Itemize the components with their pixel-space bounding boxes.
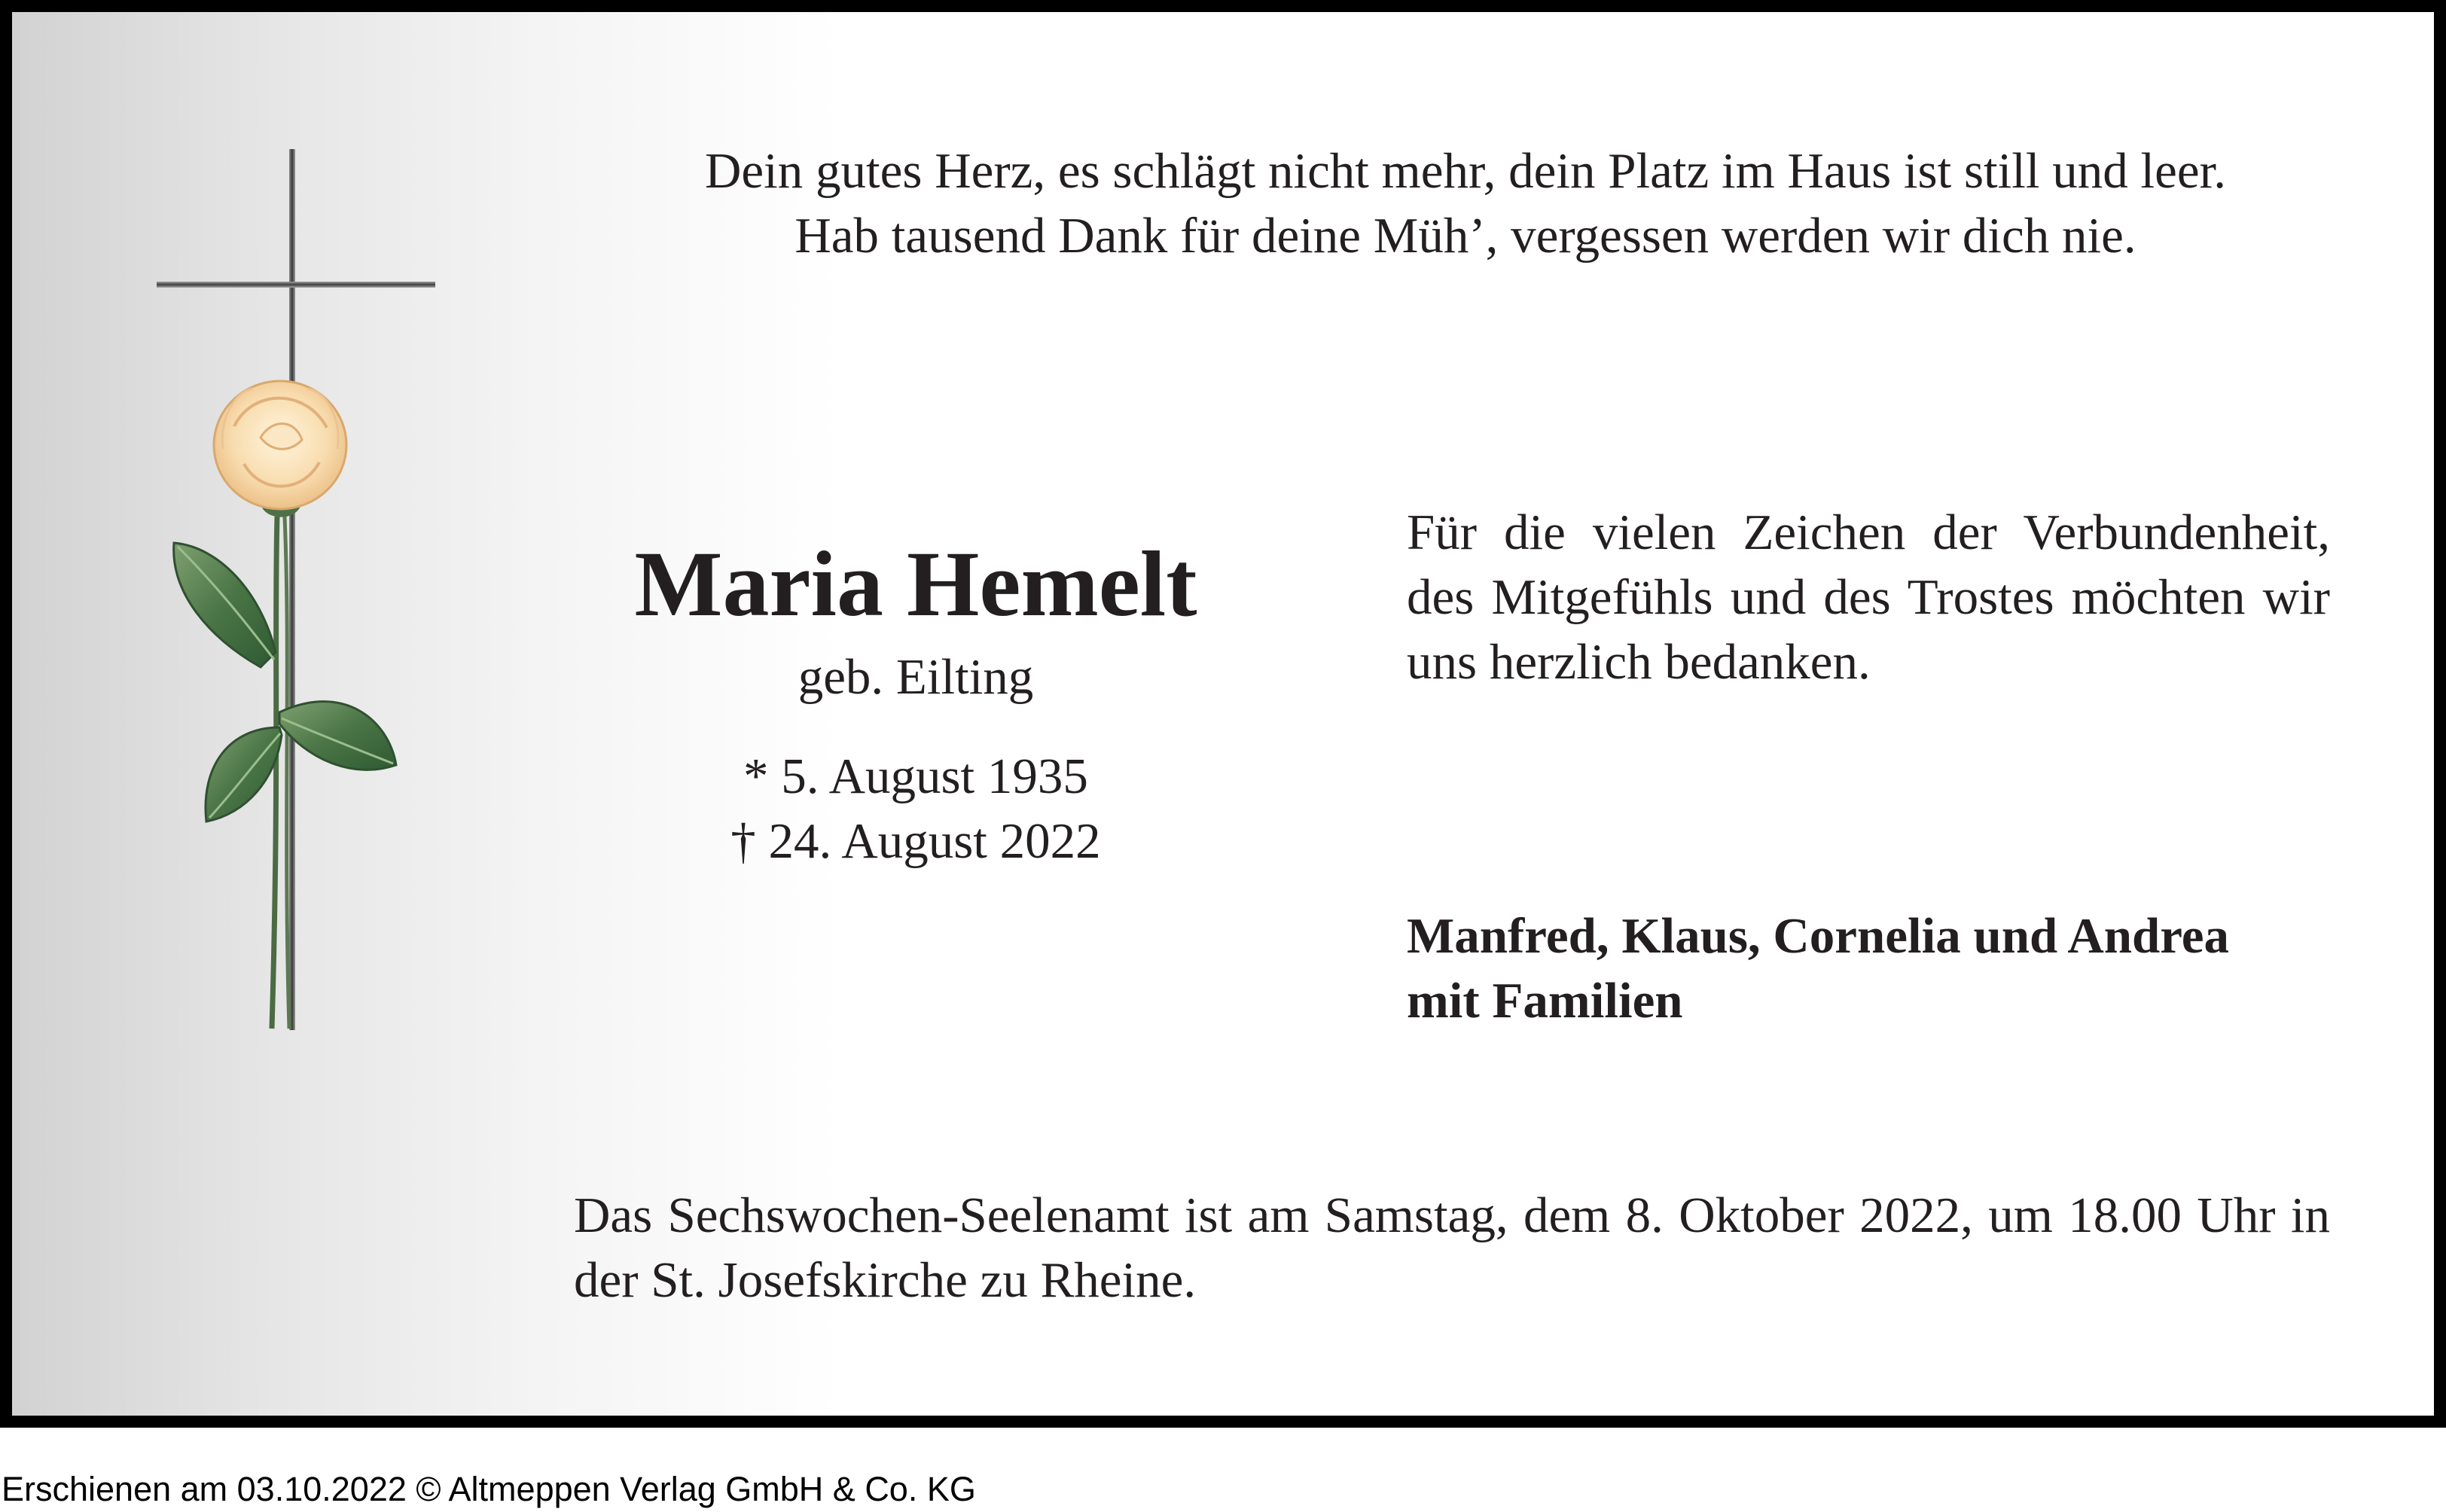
service-announcement: Das Sechswochen-Seelenamt ist am Samstag, dem 8. Oktober 2022, um 18.00 Uhr in der St. Josefskirche zu Rheine. bbox=[574, 1187, 2330, 1308]
birth-date: * 5. August 1935 bbox=[743, 748, 1088, 804]
signature-line-1: Manfred, Klaus, Cornelia und Andrea bbox=[1407, 908, 2230, 964]
verse-line-2: Hab tausend Dank für deine Müh’, vergessen werden wir dich nie. bbox=[794, 208, 2136, 264]
life-dates bbox=[464, 744, 1368, 873]
family-signature bbox=[1407, 904, 2330, 1033]
verse-line-1: Dein gutes Herz, es schlägt nicht mehr, dein Platz im Haus ist still und leer. bbox=[705, 143, 2226, 199]
deceased-details bbox=[464, 524, 1368, 873]
maiden-name: geb. Eilting bbox=[798, 649, 1034, 705]
rose-icon bbox=[174, 381, 396, 1029]
cross-with-rose-emblem bbox=[148, 140, 449, 1044]
deceased-name: Maria Hemelt bbox=[634, 532, 1197, 636]
thanks-text: Für die vielen Zeichen der Verbundenheit, des Mitgefühls und des Trostes möchten wir uns herzlich bedanken. bbox=[1407, 505, 2330, 690]
verse bbox=[494, 139, 2437, 268]
signature-line-2: mit Familien bbox=[1407, 973, 1683, 1029]
death-date: † 24. August 2022 bbox=[730, 813, 1101, 869]
publication-footer: Erschienen am 03.10.2022 © Altmeppen Verlag GmbH & Co. KG bbox=[2, 1470, 976, 1508]
